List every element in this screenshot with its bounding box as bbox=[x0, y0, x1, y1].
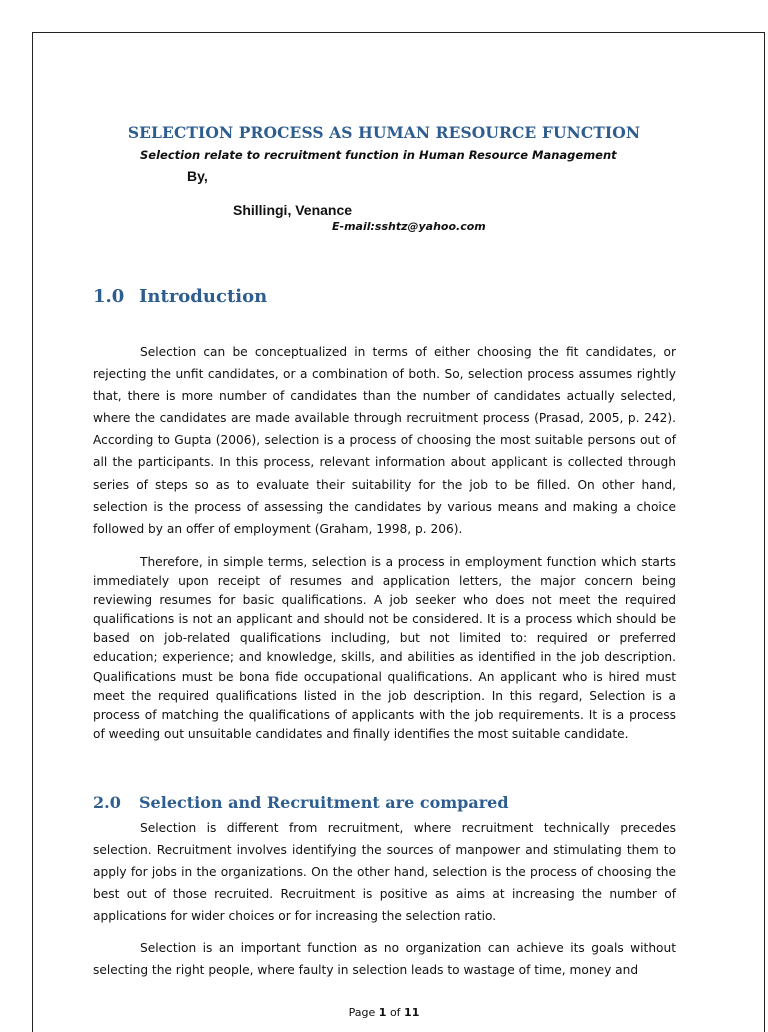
paragraph: Selection can be conceptualized in terms of either choosing the fit candidates, or rejecting the unfit candidates, or a combination of both. So, selection process assumes rightly that, there is more number of candidates than the number of candidates actually selected, where the candidates are made available through recruitment process (Prasad, 2005, p. 242). According to Gupta (2006), selection is a process of choosing the most suitable persons out of all the participants. In this process, relevant information about applicant is collected through series of steps so as to evaluate their suitability for the job to be filled. On other hand, selection is the process of assessing the candidates by various means and making a choice followed by an offer of employment (Graham, 1998, p. 206). bbox=[93, 345, 676, 536]
current-page-number: 1 bbox=[378, 1006, 387, 1019]
section-title: Selection and Recruitment are compared bbox=[139, 793, 509, 812]
section-number: 1.0 bbox=[93, 286, 125, 307]
paragraph: Therefore, in simple terms, selection is a process in employment function which starts immediately upon receipt of resumes and application letters, the major concern being reviewing resumes for basic qualifications. A job seeker who does not meet the required qualifications is not an applicant and should not be considered. It is a process which should be based on job-related qualifications including, but not limited to: required or preferred education; experience; and knowledge, skills, and abilities as identified in the job description. Qualifications must be bona fide occupational qualifications. An applicant who is hired must meet the required qualifications listed in the job description. In this regard, Selection is a process of matching the qualifications of applicants with the job requirements. It is a process of weeding out unsuitable candidates and finally identifies the most suitable candidate. bbox=[93, 555, 676, 741]
author-email: E-mail:sshtz@yahoo.com bbox=[332, 220, 486, 233]
section-heading-comparison bbox=[93, 793, 509, 812]
document-subtitle: Selection relate to recruitment function in Human Resource Management bbox=[140, 148, 617, 162]
page-footer bbox=[0, 1006, 768, 1019]
of-label: of bbox=[389, 1006, 401, 1019]
author-name: Shillingi, Venance bbox=[233, 202, 353, 218]
total-pages-number: 11 bbox=[404, 1006, 420, 1019]
section-number: 2.0 bbox=[93, 793, 121, 812]
paragraph: Selection is different from recruitment, where recruitment technically precedes selection. Recruitment involves identifying the sources of manpower and stimulating them to apply for jobs in the organizations. On the other hand, selection is the process of choosing the best out of those recruited. Recruitment is positive as aims at increasing the number of applications for wider choices or for increasing the selection ratio. bbox=[93, 821, 676, 924]
section-heading-introduction bbox=[93, 286, 267, 307]
section-title: Introduction bbox=[139, 286, 268, 307]
page-label: Page bbox=[348, 1006, 376, 1019]
by-label: By, bbox=[187, 168, 208, 184]
paragraph: Selection is an important function as no organization can achieve its goals without selecting the right people, where faulty in selection leads to wastage of time, money and bbox=[93, 941, 676, 978]
document-title: SELECTION PROCESS AS HUMAN RESOURCE FUNCTION bbox=[127, 123, 641, 142]
